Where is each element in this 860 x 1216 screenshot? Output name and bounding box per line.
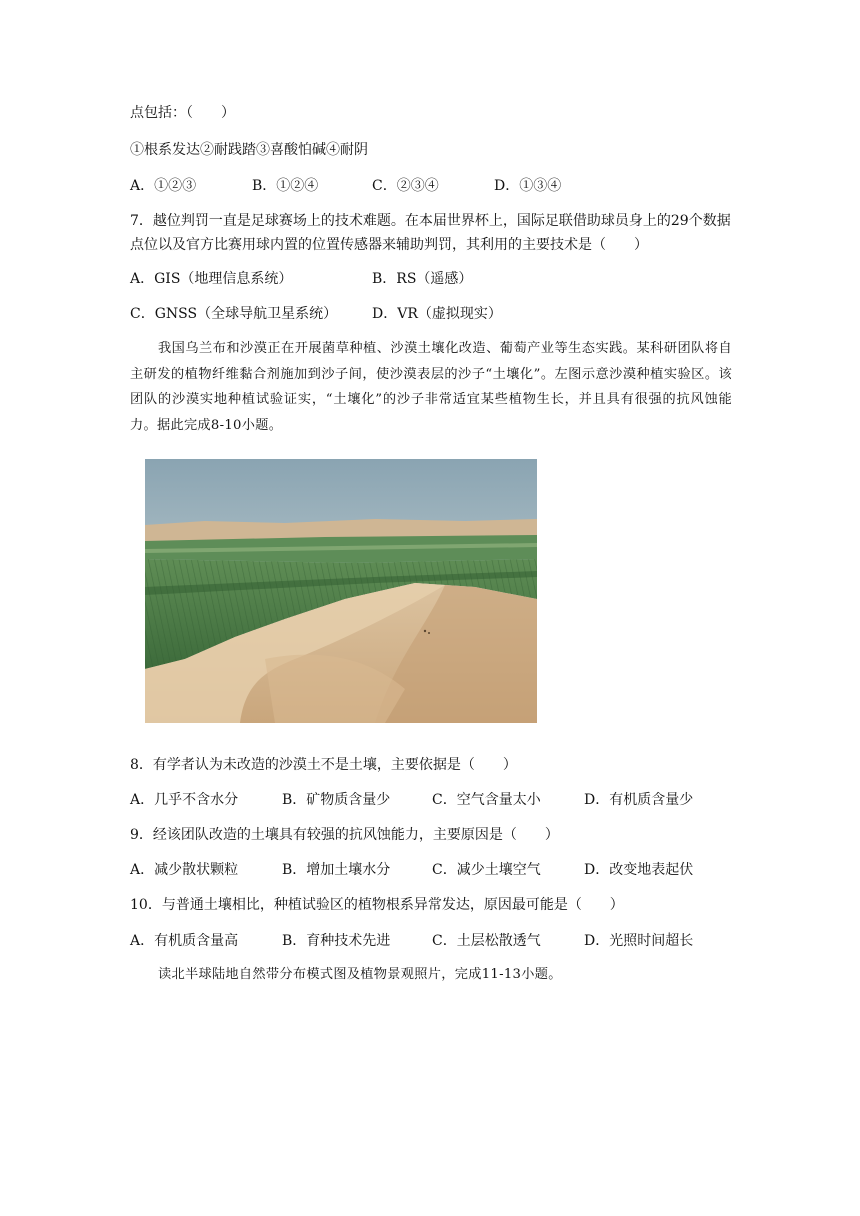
q8-option-b: B．矿物质含量少 [282, 792, 391, 808]
q9-option-b: B．增加土壤水分 [282, 862, 391, 878]
q8-stem: 8．有学者认为未改造的沙漠土不是土壤，主要依据是（ ） [130, 757, 517, 773]
q9-option-a: A．减少散状颗粒 [130, 862, 239, 878]
q8-option-a: A．几乎不含水分 [130, 792, 239, 808]
q6-option-c: C．②③④ [372, 178, 439, 194]
desert-planting-photo [145, 459, 537, 723]
q10-option-c: C．土层松散透气 [432, 933, 541, 949]
q10-stem: 10．与普通土壤相比，种植试验区的植物根系异常发达，原因最可能是（ ） [130, 897, 624, 913]
passage-natural-zones: 读北半球陆地自然带分布模式图及植物景观照片，完成11-13小题。 [158, 967, 562, 982]
q9-stem: 9．经该团队改造的土壤具有较强的抗风蚀能力，主要原因是（ ） [130, 827, 559, 843]
q6-option-b: B．①②④ [252, 178, 319, 194]
q6-statements: ①根系发达②耐践踏③喜酸怕碱④耐阴 [130, 142, 368, 158]
q10-option-a: A．有机质含量高 [130, 933, 239, 949]
q7-option-b: B．RS（遥感） [372, 271, 473, 287]
q10-option-b: B．育种技术先进 [282, 933, 391, 949]
q7-option-c: C．GNSS（全球导航卫星系统） [130, 306, 338, 322]
q9-option-c: C．减少土壤空气 [432, 862, 541, 878]
q8-option-d: D．有机质含量少 [584, 792, 694, 808]
q6-stem-tail: 点包括：（ ） [130, 105, 235, 121]
q7-option-a: A．GIS（地理信息系统） [130, 271, 293, 287]
q9-option-d: D．改变地表起伏 [584, 862, 694, 878]
passage-ulan-buh-desert: 我国乌兰布和沙漠正在开展菌草种植、沙漠土壤化改造、葡萄产业等生态实践。某科研团队将自主研发的植物纤维黏合剂施加到沙子间，使沙漠表层的沙子“土壤化”。左图示意沙漠种植实验区。该团队的沙漠实地种植试验证实，“土壤化”的沙子非常适宜某些植物生长，并且具有很强的抗风蚀能力。据此完成8-10小题。 [130, 341, 732, 433]
q8-option-c: C．空气含量太小 [432, 792, 541, 808]
q7-option-d: D．VR（虚拟现实） [372, 306, 502, 322]
q7-stem: 7．越位判罚一直是足球赛场上的技术难题。在本届世界杯上，国际足联借助球员身上的29个数据点位以及官方比赛用球内置的位置传感器来辅助判罚，其利用的主要技术是（ ） [130, 213, 731, 253]
q6-option-d: D．①③④ [494, 178, 562, 194]
q10-option-d: D．光照时间超长 [584, 933, 694, 949]
q6-option-a: A．①②③ [130, 178, 197, 194]
